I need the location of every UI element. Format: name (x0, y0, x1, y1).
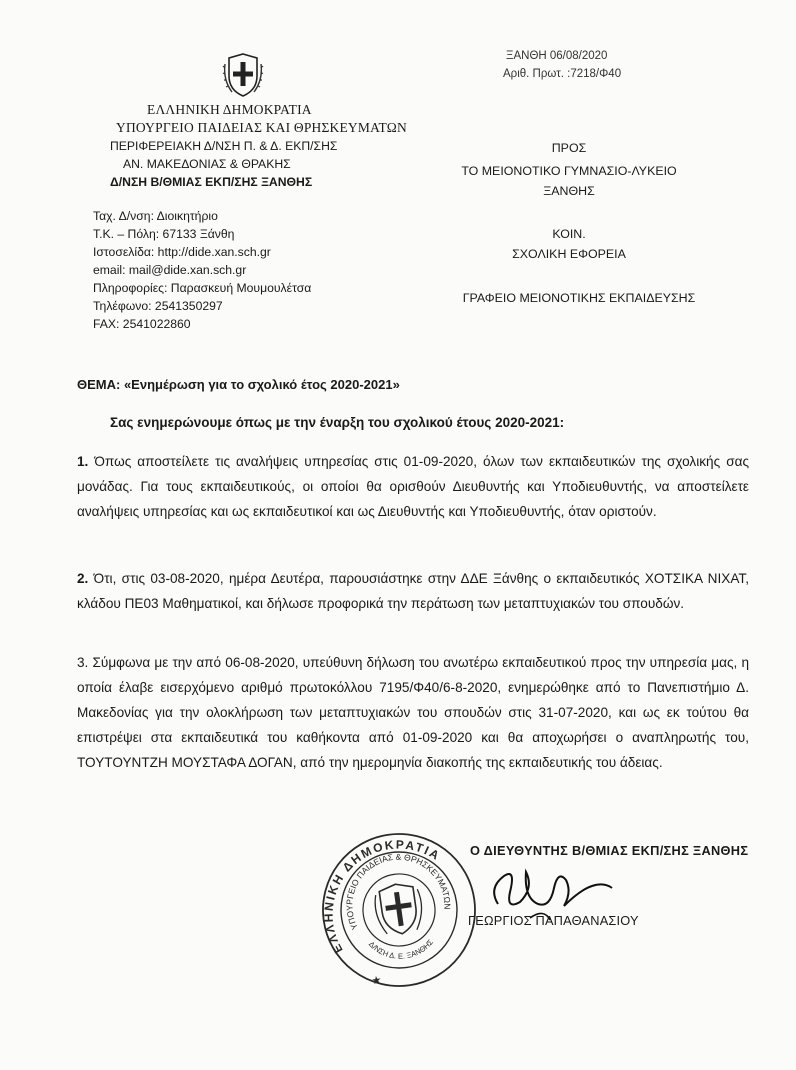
official-stamp (318, 822, 480, 998)
contact-website: Ιστοσελίδα: http://dide.xan.sch.gr (93, 245, 271, 259)
cc-minority-office: ΓΡΑΦΕΙΟ ΜΕΙΟΝΟΤΙΚΗΣ ΕΚΠΑΙΔΕΥΣΗΣ (462, 291, 696, 305)
cc-label: ΚΟΙΝ. (552, 227, 586, 241)
paragraph-text: Όπως αποστείλετε τις αναλήψεις υπηρεσίας στις 01-09-2020, όλων των εκπαιδευτικών της σχολικής σας μονάδας. Για τους εκπαιδευτικούς, οι οποίοι θα ορισθούν Διευθυντής και Υποδιευθυντής, να αποστείλετε αναλήψεις υπηρεσίας και ως εκπαιδευτικοί και ως Διευθυντής και Υποδιευθυντής, όταν οριστούν. (77, 454, 749, 519)
protocol-number: Αριθ. Πρωτ. :7218/Φ40 (503, 68, 622, 80)
svg-text:★: ★ (370, 973, 383, 988)
org-line-5: Δ/ΝΣΗ Β/ΘΜΙΑΣ ΕΚΠ/ΣΗΣ ΞΑΝΘΗΣ (110, 175, 313, 189)
paragraph-2 (77, 566, 749, 616)
intro-line: Σας ενημερώνουμε όπως με την έναρξη του σχολικού έτους 2020-2021: (110, 415, 565, 430)
to-label: ΠΡΟΣ (551, 141, 587, 155)
org-line-2: ΥΠΟΥΡΓΕΙΟ ΠΑΙΔΕΙΑΣ ΚΑΙ ΘΡΗΣΚΕΥΜΑΤΩΝ (116, 120, 407, 135)
org-line-1: ΕΛΛΗΝΙΚΗ ΔΗΜΟΚΡΑΤΙΑ (147, 102, 312, 117)
paragraph-1 (77, 449, 749, 524)
coat-of-arms-icon (222, 52, 264, 98)
contact-phone: Τηλέφωνο: 2541350297 (93, 299, 223, 313)
subject-text: «Ενημέρωση για το σχολικό έτος 2020-2021» (120, 377, 400, 392)
signatory-name: ΓΕΩΡΓΙΟΣ ΠΑΠΑΘΑΝΑΣΙΟΥ (468, 913, 639, 928)
paragraph-text: Ότι, στις 03-08-2020, ημέρα Δευτέρα, παρουσιάστηκε στην ΔΔΕ Ξάνθης ο εκπαιδευτικός ΧΟΤΣΙΚΑ ΝΙΧΑΤ, κλάδου ΠΕ03 Μαθηματικοί, και δήλωσε προφορικά την περάτωση των μεταπτυχιακών του σπουδών. (77, 571, 749, 611)
signatory-title: Ο ΔΙΕΥΘΥΝΤΗΣ Β/ΘΜΙΑΣ ΕΚΠ/ΣΗΣ ΞΑΝΘΗΣ (470, 843, 749, 858)
paragraph-number: 2. (77, 571, 89, 586)
contact-fax: FAX: 2541022860 (93, 317, 191, 331)
paragraph-3 (77, 650, 749, 775)
stamp-outer-text: ΕΛΛΗΝΙΚΗ ΔΗΜΟΚΡΑΤΙΑ (321, 837, 444, 956)
org-line-3: ΠΕΡΙΦΕΡΕΙΑΚΗ Δ/ΝΣΗ Π. & Δ. ΕΚΠ/ΣΗΣ (110, 139, 338, 153)
paragraph-text: Σύμφωνα με την από 06-08-2020, υπεύθυνη δήλωση του ανωτέρω εκπαιδευτικού προς την υπηρεσία μας, η οποία έλαβε εισερχόμενο αριθμό πρωτοκόλλου 7195/Φ40/6-8-2020, ενημερώθηκε από το Πανεπιστήμιο Δ. Μακεδονίας για την ολοκλήρωση των μεταπτυχιακών του σπουδών στις 31-07-2020, και ως εκ τούτου θα επιστρέψει στα εκπαιδευτικά του καθήκοντα από 01-09-2020 και θα αποχωρήσει ο αναπληρωτής του, ΤΟΥΤΟΥΝΤΖΗ ΜΟΥΣΤΑΦΑ ΔΟΓΑΝ, από την ημερομηνία διακοπής της εκπαιδευτικής του άδειας. (77, 655, 749, 770)
subject-line (77, 377, 400, 392)
document-date: ΞΑΝΘΗ 06/08/2020 (506, 50, 608, 62)
contact-address: Ταχ. Δ/νση: Διοικητήριο (93, 209, 218, 223)
contact-email: email: mail@dide.xan.sch.gr (93, 263, 247, 277)
stamp-bottom-text: Δ/ΝΣΗ Δ. Ε. ΞΑΝΘΗΣ (366, 937, 435, 961)
to-city: ΞΑΝΘΗΣ (543, 184, 595, 198)
subject-label: ΘΕΜΑ: (77, 377, 121, 392)
contact-postal: Τ.Κ. – Πόλη: 67133 Ξάνθη (93, 227, 235, 241)
org-line-4: ΑΝ. ΜΑΚΕΔΟΝΙΑΣ & ΘΡΑΚΗΣ (123, 157, 291, 171)
paragraph-number: 1. (77, 454, 89, 469)
to-recipient: ΤΟ ΜΕΙΟΝΟΤΙΚΟ ΓΥΜΝΑΣΙΟ-ΛΥΚΕΙΟ (461, 164, 677, 178)
cc-school-board: ΣΧΟΛΙΚΗ ΕΦΟΡΕΙΑ (512, 247, 626, 261)
stamp-inner-text: ΥΠΟΥΡΓΕΙΟ ΠΑΙΔΕΙΑΣ & ΘΡΗΣΚΕΥΜΑΤΩΝ (344, 851, 453, 932)
contact-info: Πληροφορίες: Παρασκευή Μουμουλέτσα (93, 281, 312, 295)
paragraph-number: 3. (77, 655, 89, 670)
